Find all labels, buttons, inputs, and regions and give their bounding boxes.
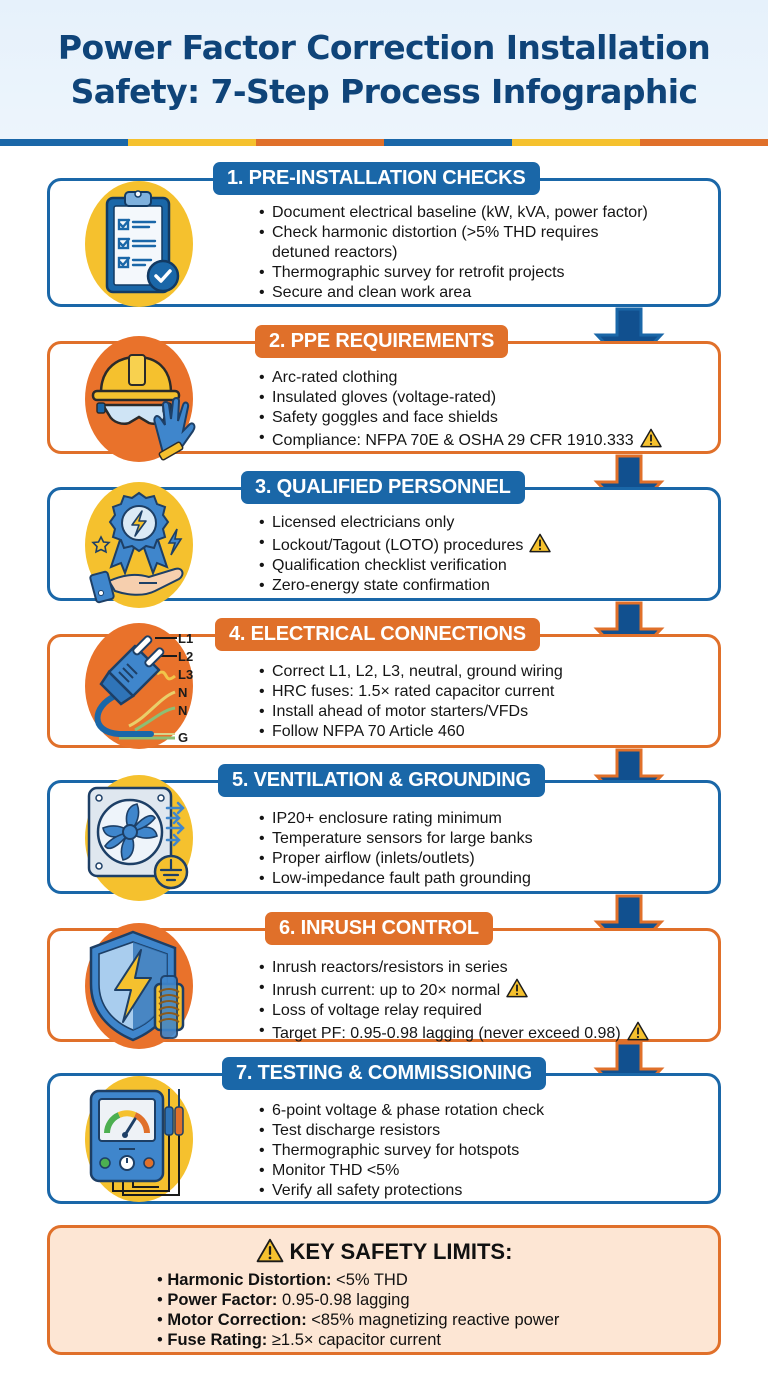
warning-triangle-icon: [256, 1238, 284, 1263]
shield-lightning-reactor-icon: [79, 926, 199, 1046]
svg-text:L2: L2: [178, 649, 194, 664]
step-3-icon-badge: [85, 482, 193, 608]
step-1-bullet-list: [259, 203, 648, 303]
bullet-item: • Insulated gloves (voltage-rated): [259, 388, 662, 408]
bullet-item: • Temperature sensors for large banks: [259, 829, 533, 849]
hardhat-goggles-gloves-icon: [79, 339, 199, 459]
step-3-card: [47, 476, 721, 601]
bullet-item: • Thermographic survey for hotspots: [259, 1141, 544, 1161]
bullet-item: • Inrush reactors/resistors in series: [259, 958, 649, 978]
limit-item: • Harmonic Distortion: <5% THD: [157, 1271, 408, 1289]
page-title: [58, 26, 710, 114]
warning-triangle-icon: [627, 1021, 649, 1041]
bullet-item: • Test discharge resistors: [259, 1121, 544, 1141]
step-1-card: [47, 167, 721, 307]
step-2-bullet-list: [259, 368, 662, 451]
title-line-1: Power Factor Correction Installation: [57, 28, 711, 67]
plug-wiring-icon: [79, 626, 199, 746]
summary-limits-list: [157, 1270, 559, 1350]
step-5-card: [47, 769, 721, 894]
bullet-item: • Follow NFPA 70 Article 460: [259, 722, 563, 742]
bullet-item: • IP20+ enclosure rating minimum: [259, 809, 533, 829]
step-3-heading: 3. QUALIFIED PERSONNEL: [241, 471, 525, 504]
step-6-bullet-list: [259, 958, 649, 1044]
bullet-item: • Inrush current: up to 20× normal: [259, 978, 649, 1001]
multimeter-icon: [79, 1079, 199, 1199]
bullet-item: • Qualification checklist verification: [259, 556, 551, 576]
clipboard-checklist-icon: [79, 184, 199, 304]
title-banner: [0, 0, 768, 140]
key-safety-limits-panel: [47, 1225, 721, 1355]
step-5-heading: 5. VENTILATION & GROUNDING: [218, 764, 545, 797]
bullet-item: • Monitor THD <5%: [259, 1161, 544, 1181]
bullet-item: • Proper airflow (inlets/outlets): [259, 849, 533, 869]
svg-text:L1: L1: [178, 631, 194, 646]
step-7-icon-badge: [85, 1076, 193, 1202]
color-stripe-divider: [0, 139, 768, 146]
svg-text:G: G: [178, 730, 189, 745]
step-2-card: [47, 330, 721, 454]
step-5-icon-badge: [85, 775, 193, 901]
bullet-item: • Arc-rated clothing: [259, 368, 662, 388]
bullet-item: • Safety goggles and face shields: [259, 408, 662, 428]
bullet-item: • Verify all safety protections: [259, 1181, 544, 1201]
bullet-item: • Document electrical baseline (kW, kVA, power factor): [259, 203, 648, 223]
step-1-icon-badge: [85, 181, 193, 307]
bullet-item: • 6-point voltage & phase rotation check: [259, 1101, 544, 1121]
bullet-item: • Install ahead of motor starters/VFDs: [259, 702, 563, 722]
certified-badge-hand-icon: [79, 485, 199, 605]
step-7-bullet-list: [259, 1101, 544, 1201]
step-5-bullet-list: [259, 809, 533, 889]
warning-triangle-icon: [506, 978, 528, 998]
limit-item: • Power Factor: 0.95-0.98 lagging: [157, 1291, 410, 1309]
bullet-item: • Lockout/Tagout (LOTO) procedures: [259, 533, 551, 556]
fan-ground-icon: [79, 778, 199, 898]
limit-item: • Motor Correction: <85% magnetizing reactive power: [157, 1311, 560, 1329]
warning-triangle-icon: [640, 428, 662, 448]
warning-triangle-icon: [529, 533, 551, 553]
bullet-item: • Low-impedance fault path grounding: [259, 869, 533, 889]
step-7-heading: 7. TESTING & COMMISSIONING: [222, 1057, 546, 1090]
step-2-heading: 2. PPE REQUIREMENTS: [255, 325, 508, 358]
step-4-card: [47, 623, 721, 748]
bullet-item: • Licensed electricians only: [259, 513, 551, 533]
step-4-heading: 4. ELECTRICAL CONNECTIONS: [215, 618, 540, 651]
bullet-item: • Compliance: NFPA 70E & OSHA 29 CFR 1910.333: [259, 428, 662, 451]
step-2-icon-badge: [85, 336, 193, 462]
step-4-icon-badge: [85, 623, 193, 749]
bullet-item: • Loss of voltage relay required: [259, 1001, 649, 1021]
step-6-heading: 6. INRUSH CONTROL: [265, 912, 493, 945]
svg-text:N: N: [178, 703, 188, 718]
step-7-card: [47, 1062, 721, 1204]
title-line-2: Safety: 7-Step Process Infographic: [70, 72, 698, 111]
step-6-icon-badge: [85, 923, 193, 1049]
bullet-item: • HRC fuses: 1.5× rated capacitor current: [259, 682, 563, 702]
limit-item: • Fuse Rating: ≥1.5× capacitor current: [157, 1331, 441, 1349]
svg-text:L3: L3: [178, 667, 194, 682]
svg-text:N: N: [178, 685, 188, 700]
step-3-bullet-list: [259, 513, 551, 596]
bullet-item: • Zero-energy state confirmation: [259, 576, 551, 596]
bullet-item: • Target PF: 0.95-0.98 lagging (never exceed 0.98): [259, 1021, 649, 1044]
bullet-item: • Thermographic survey for retrofit projects: [259, 263, 648, 283]
step-4-bullet-list: [259, 662, 563, 742]
bullet-item: • Secure and clean work area: [259, 283, 648, 303]
step-6-card: [47, 917, 721, 1042]
summary-heading: KEY SAFETY LIMITS:: [50, 1238, 718, 1266]
bullet-item: • Check harmonic distortion (>5% THD requires detuned reactors): [259, 223, 648, 263]
step-1-heading: 1. PRE-INSTALLATION CHECKS: [213, 162, 540, 195]
bullet-item: • Correct L1, L2, L3, neutral, ground wiring: [259, 662, 563, 682]
